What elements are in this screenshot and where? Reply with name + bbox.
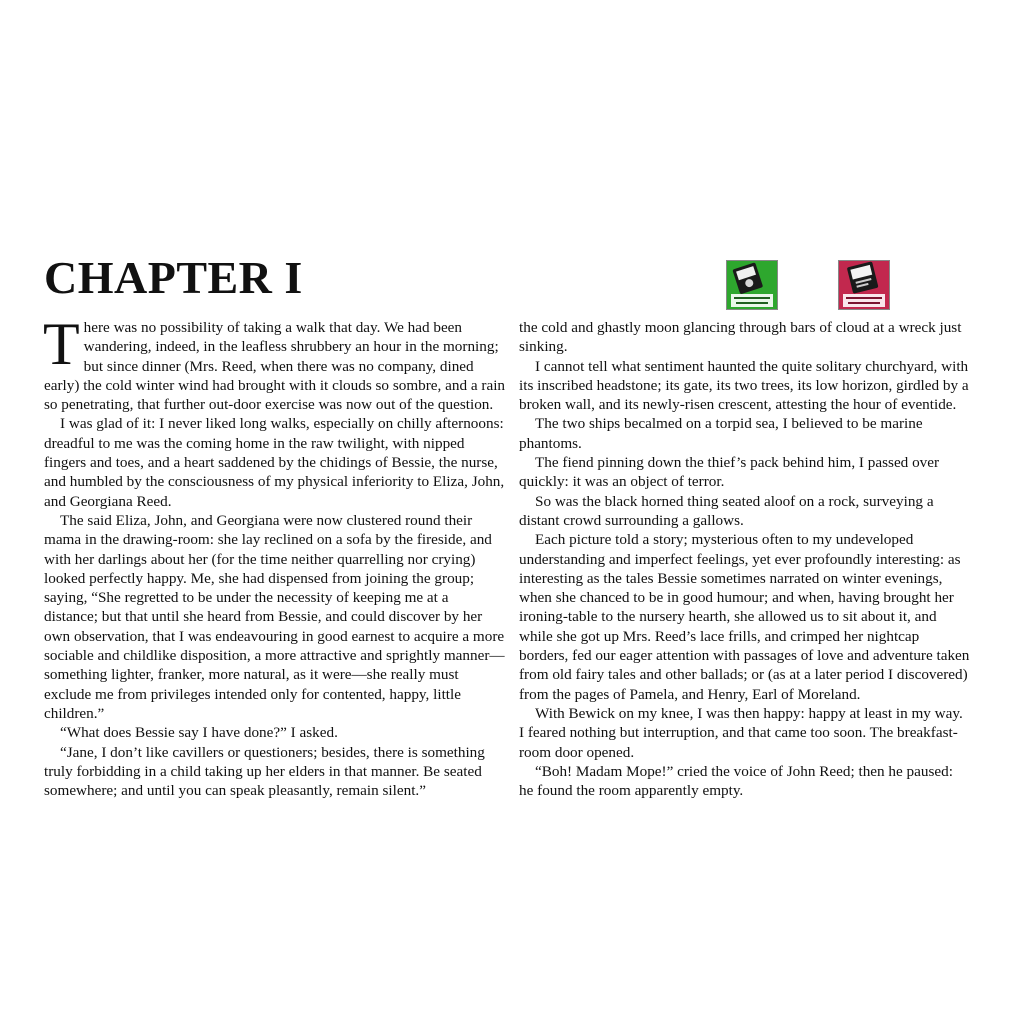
paragraph-continued: the cold and ghastly moon glancing through bars of cloud at a wreck just sinking. [519, 319, 962, 356]
paragraph-ships: The two ships becalmed on a torpid sea, I believed to be marine phantoms. [519, 415, 923, 452]
paragraph-fiend: The fiend pinning down the thief’s pack behind him, I passed over quickly: it was an object of terror. [519, 454, 940, 491]
text-area [0, 318, 1024, 820]
paragraph-4: “What does Bessie say I have done?” I asked. [60, 724, 338, 742]
paragraph-1-text: here was no possibility of taking a walk that day. We had been wandering, indeed, in the leafless shrubbery an hour in the morning; but since dinner (Mrs. Reed, when there was no company, dined early) the cold winter wind had brought with it clouds so sombre, and a rain so penetrating, that further out-door exercise was now out of the question. [44, 319, 506, 414]
paragraph-horned-thing: So was the black horned thing seated aloof on a rock, surveying a distant crowd surrounding a gallows. [519, 492, 934, 529]
paragraph-each-picture: Each picture told a story; mysterious often to my undeveloped understanding and imperfect feelings, yet ever profoundly interesting: as interesting as the tales Bessie sometimes narrated on winter evenings, when she chanced to be in good humour; and when, having brought her ironing-table to the nursery hearth, she allowed us to sit about it, and while she got up Mrs. Reed’s lace frills, and crimped her nightcap borders, fed our eager attention with passages of love and adventure taken from old fairy tales and other ballads; or (as at a later period I discovered) from the pages of Pamela, and Henry, Earl of Moreland. [519, 531, 970, 703]
chapter-title: CHAPTER I [44, 252, 303, 303]
drop-cap: T [43, 318, 80, 377]
right-column [519, 318, 971, 800]
paragraph-2: I was glad of it: I never liked long walks, especially on chilly afternoons: dreadful to me was the coming home in the raw twilight, with nipped fingers and toes, and a heart saddened by the chidings of Bessie, the nurse, and humbled by the consciousness of my physical inferiority to Eliza, John, and Georgiana Reed. [44, 415, 505, 510]
paragraph-1 [44, 318, 506, 414]
book-cover-icon [839, 261, 889, 309]
paragraph-churchyard: I cannot tell what sentiment haunted the quite solitary churchyard, with its inscribed headstone; its gate, its two trees, its low horizon, girdled by a broken wall, and its newly-risen crescent, attesting the hour of eventide. [519, 357, 969, 414]
paragraph-boh: “Boh! Madam Mope!” cried the voice of John Reed; then he paused: he found the room apparently empty. [519, 762, 953, 800]
paragraph-bewick: With Bewick on my knee, I was then happy: happy at least in my way. I feared nothing but interruption, and that came too soon. The breakfast-room door opened. [519, 704, 963, 761]
paragraph-3: The said Eliza, John, and Georgiana were now clustered round their mama in the drawing-room: she lay reclined on a sofa by the fireside, and with her darlings about her (for the time neither quarrelling nor crying) looked perfectly happy. Me, she had dispensed from joining the group; saying, “She regretted to be under the necessity of keeping me at a distance; but that until she heard from Bessie, and could discover by her own observation, that I was endeavouring in good earnest to acquire a more sociable and childlike disposition, a more attractive and sprightly manner—something lighter, franker, more natural, as it were—she really must exclude me from privileges intended only for contented, happy, little children.” [44, 511, 505, 722]
left-column [44, 318, 506, 800]
audiobook-badge-red[interactable] [838, 260, 890, 310]
paragraph-5: “Jane, I don’t like cavillers or questioners; besides, there is something truly forbidding in a child taking up her elders in that manner. Be seated somewhere; and until you can speak pleasantly, remain silent.” [44, 743, 485, 800]
audiobook-badge-green[interactable] [726, 260, 778, 310]
book-cover-icon [727, 261, 777, 309]
